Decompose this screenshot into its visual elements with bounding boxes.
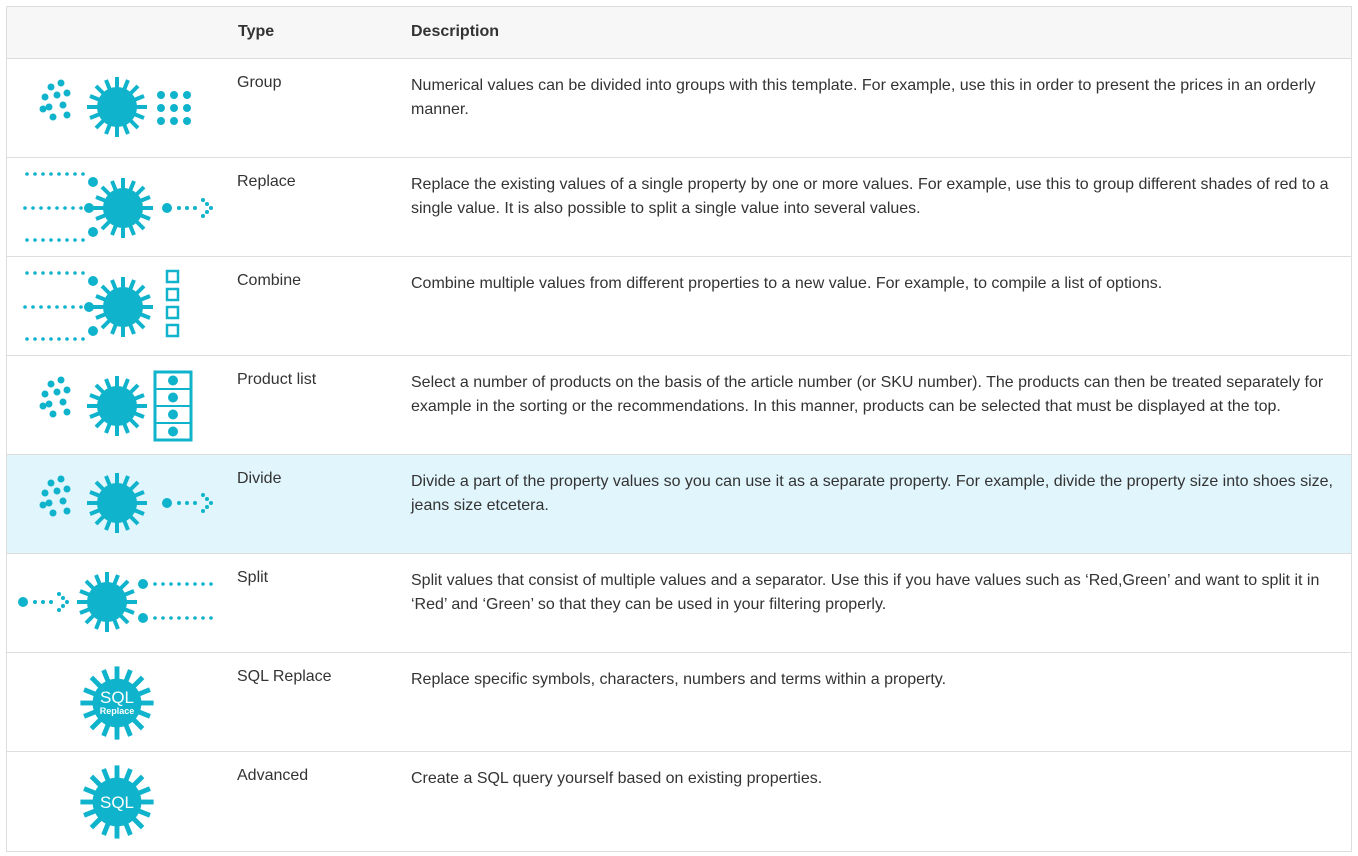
type-label: Product list — [237, 371, 317, 388]
table-header — [7, 7, 1351, 59]
type-label: Combine — [237, 272, 302, 289]
type-label: Replace — [237, 173, 296, 190]
types-table — [6, 6, 1352, 852]
table-row — [7, 653, 1351, 752]
type-label: Divide — [237, 470, 282, 487]
replace-icon — [17, 166, 217, 246]
type-description: Select a number of products on the basis of the article number (or SKU number). The products can then be treated separately for example in the sorting or the recommendations. In this manner, products can be selected that must be displayed at the top. — [411, 374, 1324, 415]
header-type: Type — [238, 23, 275, 40]
type-description: Replace specific symbols, characters, numbers and terms within a property. — [411, 671, 947, 688]
type-description: Combine multiple values from different properties to a new value. For example, to compile a list of options. — [411, 275, 1163, 292]
table-row — [7, 158, 1351, 257]
table-row — [7, 59, 1351, 158]
sql-replace-icon — [17, 661, 217, 741]
type-label: Advanced — [237, 767, 309, 784]
table-row — [7, 752, 1351, 851]
group-icon — [17, 67, 217, 147]
type-label: SQL Replace — [237, 668, 332, 685]
type-description: Divide a part of the property values so you can use it as a separate property. For example, divide the property size into shoes size, jeans size etcetera. — [411, 473, 1333, 514]
replace-text: Replace — [99, 706, 135, 716]
split-icon — [17, 562, 217, 642]
table-row — [7, 554, 1351, 653]
type-description: Replace the existing values of a single property by one or more values. For example, use this to group different shades of red to a single value. It is also possible to split a single value into several values. — [411, 176, 1329, 217]
type-description: Split values that consist of multiple values and a separator. Use this if you have values such as ‘Red,Green’ and want to split it in ‘Red’ and ‘Green’ so that they can be used in your filtering properly. — [411, 572, 1320, 613]
sql-text: SQL — [99, 793, 135, 812]
combine-icon — [17, 265, 217, 345]
type-label: Split — [237, 569, 269, 586]
divide-icon — [17, 463, 217, 543]
table-row — [7, 257, 1351, 356]
sql-text: SQL — [99, 688, 135, 707]
header-description: Description — [411, 23, 500, 40]
type-description: Create a SQL query yourself based on existing properties. — [411, 770, 823, 787]
sql-icon — [17, 760, 217, 840]
table-row — [7, 455, 1351, 554]
product-list-icon — [17, 364, 217, 444]
table-row — [7, 356, 1351, 455]
type-label: Group — [237, 74, 282, 91]
type-description: Numerical values can be divided into groups with this template. For example, use this in order to present the prices in an orderly manner. — [411, 77, 1316, 118]
